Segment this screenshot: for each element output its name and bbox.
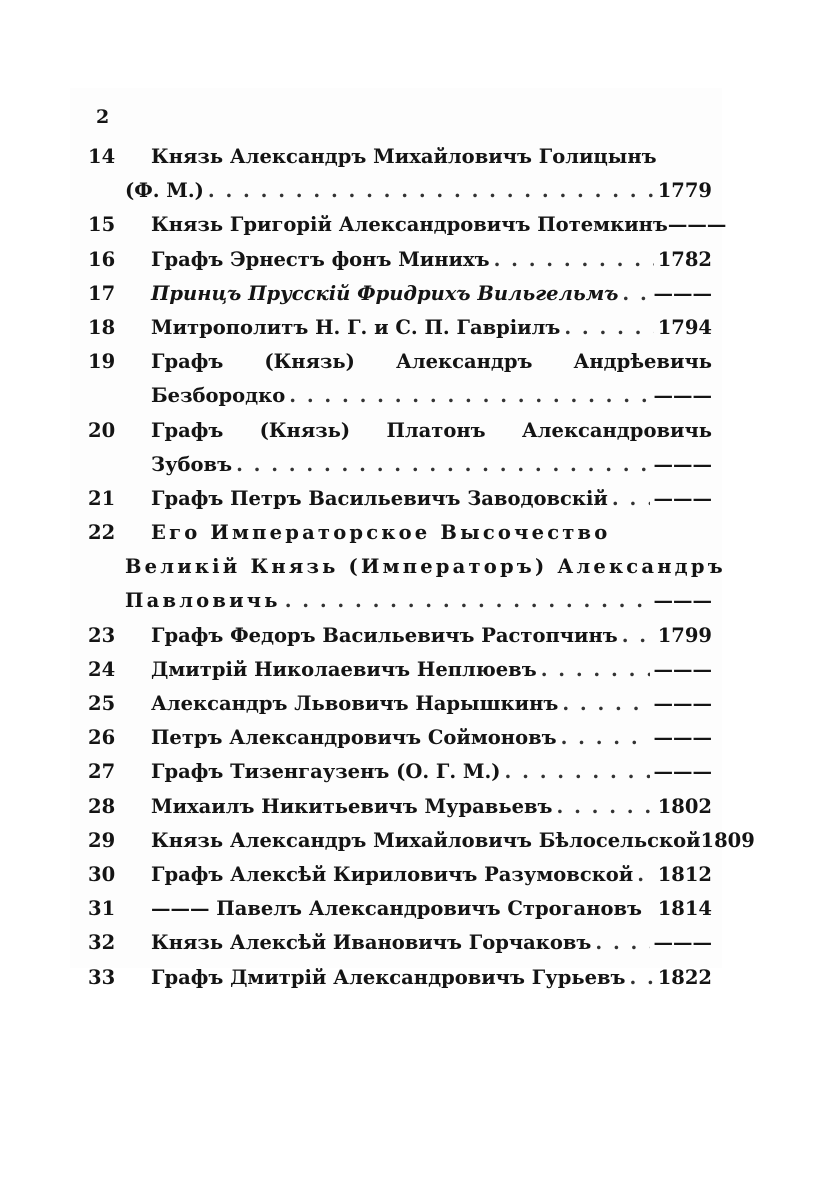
entry-name: Графъ Алексѣй Кириловичъ Разумовской (151, 862, 634, 886)
entry-year: ——— (653, 931, 712, 955)
entry-year: 1814 (657, 897, 712, 921)
entry-year: 1809 (700, 828, 755, 852)
leader-dots (561, 721, 650, 755)
leader-dots (622, 619, 654, 653)
entry-year: ——— (653, 657, 712, 681)
entry-name-part: Александръ (395, 350, 533, 374)
entry-year: 1799 (657, 623, 712, 647)
list-item (88, 961, 712, 995)
list-item (88, 755, 712, 789)
entry-year: ——— (653, 760, 712, 784)
leader-dots (236, 448, 649, 482)
entry-name-part: Александровичь (521, 418, 712, 442)
list-item (88, 208, 727, 242)
list-item (88, 926, 712, 960)
entry-name: Графъ Дмитрій Александровичъ Гурьевъ (151, 965, 626, 989)
list-item (88, 721, 712, 755)
entry-name-part: Графъ (151, 350, 224, 374)
leader-dots (629, 961, 653, 995)
entry-number: 26 (88, 726, 116, 750)
leader-dots (494, 243, 654, 277)
entry-number: 23 (88, 623, 116, 647)
list-item (88, 345, 712, 413)
leader-dots (622, 277, 649, 311)
entry-year: ——— (667, 213, 727, 237)
entry-name: Графъ Тизенгаузенъ (О. Г. М.) (151, 760, 501, 784)
entry-name-continuation: Безбородко (151, 384, 286, 408)
entry-number: 27 (88, 760, 116, 784)
entry-year: 1779 (657, 179, 712, 203)
leader-dots (208, 174, 654, 208)
list-item (88, 311, 712, 345)
entry-name: Графъ Эрнестъ фонъ Минихъ (151, 247, 490, 271)
entry-name: Князь Александръ Михайловичъ Голицынъ (151, 145, 657, 168)
entry-number: 16 (88, 247, 116, 271)
leader-dots (285, 584, 650, 618)
entry-year: ——— (653, 384, 712, 408)
entry-name: ——— Павелъ Александровичъ Строгановъ (151, 897, 642, 921)
entry-number: 33 (88, 965, 116, 989)
entry-name: Князь Александръ Михайловичъ Бѣлосельской (151, 828, 701, 852)
list-item (88, 140, 712, 208)
entry-year: ——— (653, 589, 712, 613)
entry-name-part: (Князь) (259, 418, 351, 442)
list-item (88, 892, 712, 926)
list-item (88, 687, 712, 721)
list-item (88, 619, 712, 653)
entry-name-continuation: (Ф. М.) (125, 179, 204, 203)
entry-number: 29 (88, 828, 116, 852)
entry-name-part: Графъ (151, 418, 224, 442)
entry-name: Князь Григорій Александровичъ Потемкинъ (151, 213, 668, 237)
entry-name: Князь Алексѣй Ивановичъ Горчаковъ (151, 931, 592, 955)
list-item (88, 790, 712, 824)
entry-number: 22 (88, 521, 116, 545)
entry-name: Дмитрій Николаевичъ Неплюевъ (151, 657, 537, 681)
entry-number: 17 (88, 281, 116, 305)
entry-year: 1794 (657, 315, 712, 339)
entry-year: ——— (653, 281, 712, 305)
entry-name: Михаилъ Никитьевичъ Муравьевъ (151, 794, 553, 818)
entry-name: Графъ Петръ Васильевичъ Заводовскій (151, 486, 608, 510)
entry-name: Петръ Александровичъ Соймоновъ (151, 726, 557, 750)
entry-number: 28 (88, 794, 116, 818)
entry-name: Его Императорское Высочество (151, 521, 611, 545)
list-item (88, 858, 712, 892)
dignitary-list (88, 140, 755, 995)
entry-name: Александръ Львовичъ Нарышкинъ (151, 692, 559, 715)
entry-name-part: Платонъ (386, 418, 486, 442)
leader-dots (595, 926, 649, 960)
list-item (88, 653, 712, 687)
list-item (88, 516, 726, 619)
entry-number: 14 (88, 145, 116, 168)
leader-dots (564, 311, 653, 345)
leader-dots (612, 482, 650, 516)
list-item (88, 824, 755, 858)
entry-number: 24 (88, 657, 116, 681)
entry-name-continuation: Павловичь (125, 589, 281, 613)
list-item (88, 243, 712, 277)
entry-year: ——— (653, 726, 712, 750)
leader-dots (562, 687, 649, 721)
entry-year: 1782 (657, 247, 712, 271)
list-item (88, 414, 712, 482)
entry-year: 1802 (657, 794, 712, 818)
entry-name: Графъ Федоръ Васильевичъ Растопчинъ (151, 623, 618, 647)
list-item (88, 482, 712, 516)
leader-dots (505, 755, 650, 789)
entry-number: 21 (88, 486, 116, 510)
leader-dots (541, 653, 650, 687)
entry-number: 20 (88, 418, 116, 442)
leader-dots (289, 379, 649, 413)
entry-name: Митрополитъ Н. Г. и С. П. Гавріилъ (151, 315, 561, 339)
entry-year: 1822 (657, 965, 712, 989)
entry-number: 32 (88, 931, 116, 955)
entry-year: ——— (653, 452, 712, 476)
entry-year: ——— (653, 486, 712, 510)
entry-name-continuation: Зубовъ (151, 452, 233, 476)
entry-number: 18 (88, 315, 116, 339)
leader-dots (637, 858, 653, 892)
entry-name: Принцъ Прусскій Фридрихъ Вильгельмъ (151, 281, 619, 305)
entry-year: ——— (653, 692, 712, 715)
leader-dots (557, 790, 654, 824)
entry-number: 15 (88, 213, 116, 237)
entry-number: 30 (88, 862, 116, 886)
entry-name-part: (Князь) (264, 350, 355, 374)
list-item (88, 277, 712, 311)
page-number: 2 (96, 106, 110, 128)
entry-number: 31 (88, 897, 116, 921)
entry-name-part: Андрѣевичь (573, 350, 712, 374)
entry-year: 1812 (657, 862, 712, 886)
entry-number: 25 (88, 692, 116, 715)
entry-name-line2: Великій Князь (Императоръ) Александръ (125, 555, 726, 579)
entry-number: 19 (88, 350, 116, 374)
